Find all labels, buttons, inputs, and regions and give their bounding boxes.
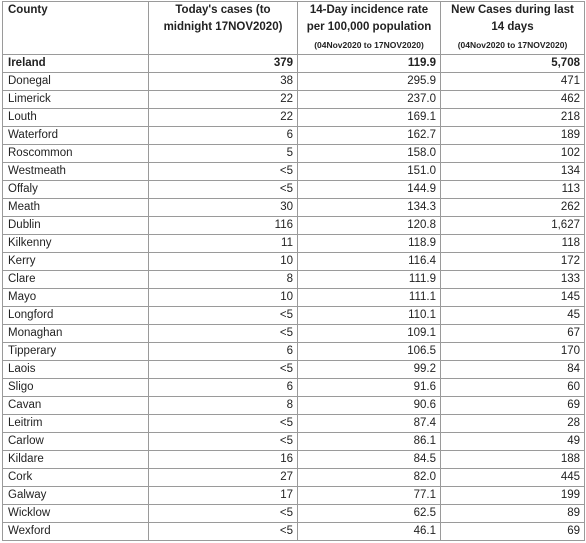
column-header-new-cases-period: (04Nov2020 to 17NOV2020): [457, 40, 568, 50]
cell-county: Kildare: [3, 451, 149, 469]
cell-incidence-rate: 169.1: [298, 109, 441, 127]
cell-incidence-rate: 62.5: [298, 505, 441, 523]
cell-today-cases: 6: [149, 127, 298, 145]
cell-incidence-rate: 151.0: [298, 163, 441, 181]
cell-today-cases: <5: [149, 415, 298, 433]
table-row: [3, 397, 585, 415]
table-row: [3, 217, 585, 235]
cell-incidence-rate: 82.0: [298, 469, 441, 487]
cell-incidence-rate: 158.0: [298, 145, 441, 163]
cell-new-cases: 471: [441, 73, 585, 91]
cell-county: Galway: [3, 487, 149, 505]
cell-incidence-rate: 87.4: [298, 415, 441, 433]
cell-new-cases: 60: [441, 379, 585, 397]
cell-new-cases: 28: [441, 415, 585, 433]
cell-incidence-rate: 86.1: [298, 433, 441, 451]
cell-today-cases: 6: [149, 379, 298, 397]
cell-incidence-rate: 110.1: [298, 307, 441, 325]
column-header-today-cases: [149, 2, 298, 55]
cell-incidence-rate: 162.7: [298, 127, 441, 145]
table-row: [3, 379, 585, 397]
table-row: [3, 109, 585, 127]
cell-today-cases: 17: [149, 487, 298, 505]
column-header-incidence-rate: [298, 2, 441, 55]
cell-today-cases: 38: [149, 73, 298, 91]
column-header-county: County: [3, 2, 149, 55]
cell-incidence-rate: 119.9: [298, 55, 441, 73]
cell-county: Donegal: [3, 73, 149, 91]
cell-today-cases: 22: [149, 109, 298, 127]
cell-incidence-rate: 144.9: [298, 181, 441, 199]
table-container: [2, 1, 584, 541]
cell-incidence-rate: 295.9: [298, 73, 441, 91]
column-header-new-cases-label: New Cases during last 14 days: [451, 4, 574, 33]
table-row: [3, 433, 585, 451]
cell-incidence-rate: 120.8: [298, 217, 441, 235]
cell-county: Ireland: [3, 55, 149, 73]
cell-county: Kilkenny: [3, 235, 149, 253]
table-row: [3, 487, 585, 505]
cell-today-cases: 379: [149, 55, 298, 73]
cell-today-cases: <5: [149, 361, 298, 379]
cell-county: Wicklow: [3, 505, 149, 523]
table-row-total: [3, 55, 585, 73]
cell-new-cases: 69: [441, 523, 585, 541]
covid-cases-table: [2, 1, 585, 541]
cell-new-cases: 145: [441, 289, 585, 307]
table-row: [3, 271, 585, 289]
cell-incidence-rate: 46.1: [298, 523, 441, 541]
table-row: [3, 235, 585, 253]
cell-new-cases: 199: [441, 487, 585, 505]
cell-county: Wexford: [3, 523, 149, 541]
cell-incidence-rate: 99.2: [298, 361, 441, 379]
cell-incidence-rate: 91.6: [298, 379, 441, 397]
header-row: [3, 2, 585, 55]
cell-incidence-rate: 109.1: [298, 325, 441, 343]
column-header-today-cases-label: Today's cases (to midnight 17NOV2020): [163, 4, 283, 33]
cell-new-cases: 262: [441, 199, 585, 217]
cell-county: Longford: [3, 307, 149, 325]
cell-today-cases: 27: [149, 469, 298, 487]
cell-incidence-rate: 134.3: [298, 199, 441, 217]
cell-incidence-rate: 111.1: [298, 289, 441, 307]
cell-new-cases: 102: [441, 145, 585, 163]
cell-today-cases: 6: [149, 343, 298, 361]
cell-incidence-rate: 116.4: [298, 253, 441, 271]
table-body: [3, 55, 585, 541]
table-row: [3, 181, 585, 199]
cell-new-cases: 462: [441, 91, 585, 109]
cell-today-cases: <5: [149, 181, 298, 199]
cell-new-cases: 133: [441, 271, 585, 289]
cell-today-cases: 10: [149, 289, 298, 307]
column-header-incidence-rate-label: 14-Day incidence rate per 100,000 population: [306, 4, 432, 33]
cell-today-cases: 5: [149, 145, 298, 163]
column-header-new-cases: [441, 2, 585, 55]
table-row: [3, 289, 585, 307]
cell-county: Clare: [3, 271, 149, 289]
cell-today-cases: 116: [149, 217, 298, 235]
cell-new-cases: 45: [441, 307, 585, 325]
table-row: [3, 91, 585, 109]
table-row: [3, 199, 585, 217]
cell-today-cases: <5: [149, 523, 298, 541]
cell-county: Laois: [3, 361, 149, 379]
cell-today-cases: 8: [149, 271, 298, 289]
cell-today-cases: <5: [149, 433, 298, 451]
cell-today-cases: 10: [149, 253, 298, 271]
cell-new-cases: 69: [441, 397, 585, 415]
cell-county: Louth: [3, 109, 149, 127]
cell-new-cases: 89: [441, 505, 585, 523]
cell-new-cases: 134: [441, 163, 585, 181]
cell-new-cases: 113: [441, 181, 585, 199]
cell-new-cases: 84: [441, 361, 585, 379]
cell-new-cases: 218: [441, 109, 585, 127]
cell-new-cases: 5,708: [441, 55, 585, 73]
cell-new-cases: 189: [441, 127, 585, 145]
table-row: [3, 451, 585, 469]
table-row: [3, 505, 585, 523]
cell-today-cases: <5: [149, 307, 298, 325]
cell-new-cases: 49: [441, 433, 585, 451]
cell-county: Cork: [3, 469, 149, 487]
cell-county: Carlow: [3, 433, 149, 451]
cell-new-cases: 172: [441, 253, 585, 271]
cell-county: Leitrim: [3, 415, 149, 433]
table-row: [3, 73, 585, 91]
cell-incidence-rate: 237.0: [298, 91, 441, 109]
table-row: [3, 145, 585, 163]
table-row: [3, 127, 585, 145]
cell-county: Limerick: [3, 91, 149, 109]
cell-new-cases: 67: [441, 325, 585, 343]
cell-county: Tipperary: [3, 343, 149, 361]
cell-today-cases: 16: [149, 451, 298, 469]
table-row: [3, 253, 585, 271]
cell-county: Cavan: [3, 397, 149, 415]
cell-incidence-rate: 90.6: [298, 397, 441, 415]
cell-today-cases: 22: [149, 91, 298, 109]
cell-new-cases: 170: [441, 343, 585, 361]
cell-county: Dublin: [3, 217, 149, 235]
cell-incidence-rate: 118.9: [298, 235, 441, 253]
cell-new-cases: 118: [441, 235, 585, 253]
table-row: [3, 325, 585, 343]
table-row: [3, 307, 585, 325]
cell-new-cases: 188: [441, 451, 585, 469]
cell-today-cases: 30: [149, 199, 298, 217]
cell-county: Monaghan: [3, 325, 149, 343]
cell-county: Meath: [3, 199, 149, 217]
cell-county: Kerry: [3, 253, 149, 271]
cell-incidence-rate: 106.5: [298, 343, 441, 361]
table-row: [3, 415, 585, 433]
cell-today-cases: <5: [149, 163, 298, 181]
cell-today-cases: 11: [149, 235, 298, 253]
cell-county: Sligo: [3, 379, 149, 397]
cell-new-cases: 445: [441, 469, 585, 487]
cell-county: Waterford: [3, 127, 149, 145]
cell-incidence-rate: 111.9: [298, 271, 441, 289]
cell-incidence-rate: 84.5: [298, 451, 441, 469]
cell-incidence-rate: 77.1: [298, 487, 441, 505]
cell-county: Westmeath: [3, 163, 149, 181]
cell-new-cases: 1,627: [441, 217, 585, 235]
cell-county: Mayo: [3, 289, 149, 307]
cell-county: Offaly: [3, 181, 149, 199]
table-row: [3, 361, 585, 379]
cell-county: Roscommon: [3, 145, 149, 163]
table-row: [3, 163, 585, 181]
cell-today-cases: <5: [149, 505, 298, 523]
cell-today-cases: 8: [149, 397, 298, 415]
column-header-incidence-rate-period: (04Nov2020 to 17NOV2020): [314, 40, 424, 50]
table-row: [3, 343, 585, 361]
cell-today-cases: <5: [149, 325, 298, 343]
table-row: [3, 469, 585, 487]
table-row: [3, 523, 585, 541]
